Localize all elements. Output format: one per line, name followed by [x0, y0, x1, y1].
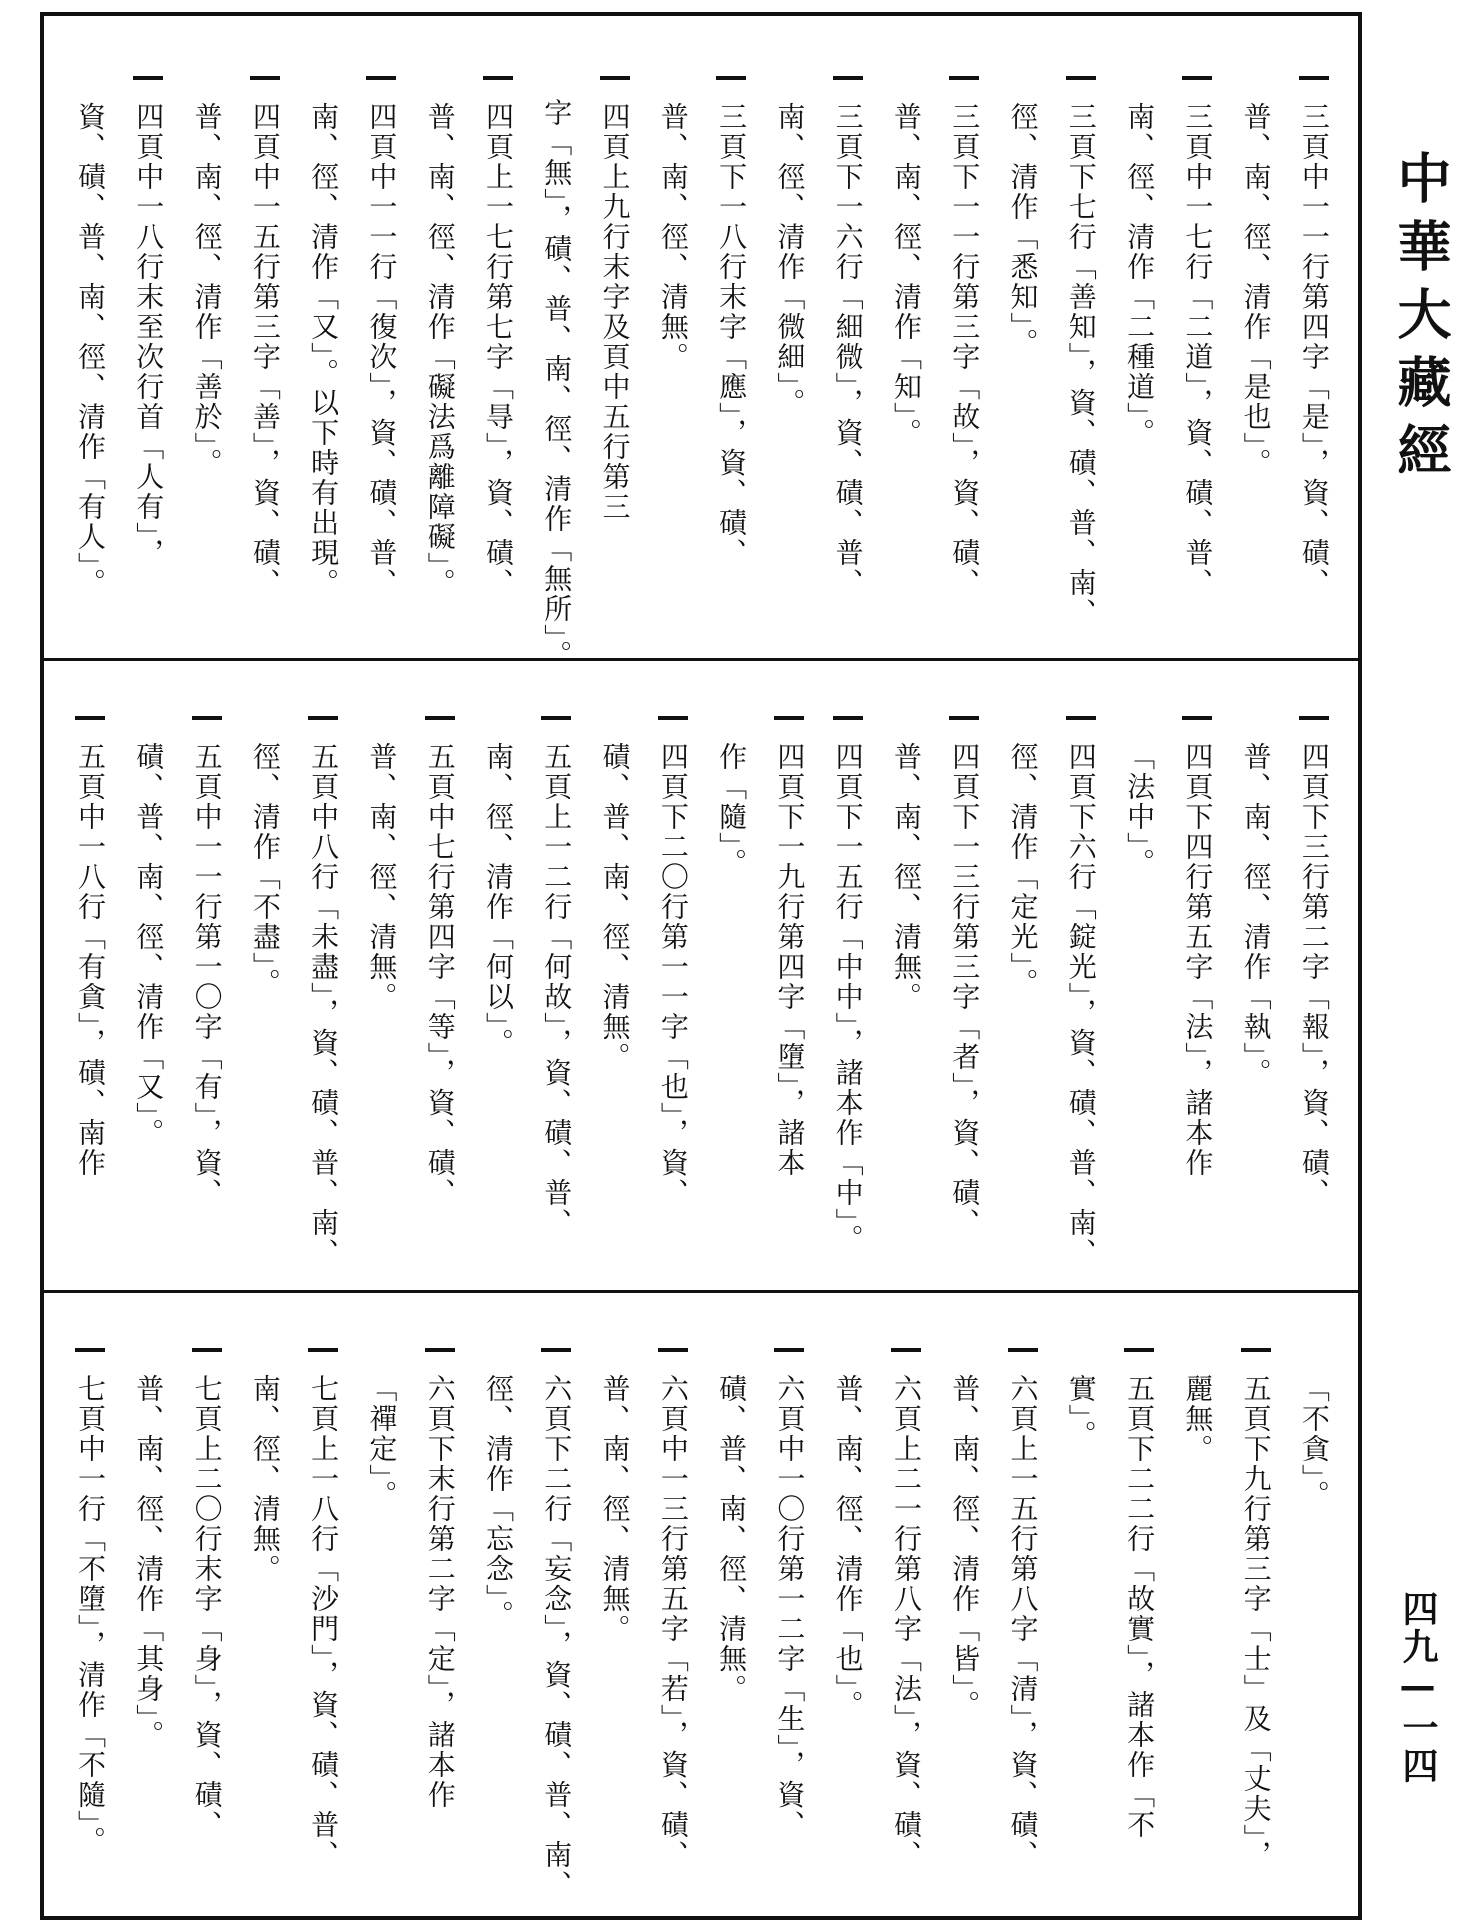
column-text: 六頁上一五行第八字「清」，資、磧、	[1006, 1374, 1040, 1870]
column-text: 實」。	[1064, 1374, 1098, 1450]
section-3	[64, 1312, 1340, 1904]
entry-marker	[1182, 76, 1212, 80]
section-1	[64, 40, 1340, 670]
text-column	[1288, 40, 1340, 640]
text-column	[763, 1312, 815, 1904]
text-column	[239, 680, 291, 1280]
column-text: 四頁下六行「錠光」，資、磧、普、南、	[1064, 742, 1098, 1268]
column-text: 「不貪」。	[1297, 1374, 1331, 1510]
column-text: 五頁上一二行「何故」，資、磧、普、	[540, 742, 574, 1238]
column-text: 四頁下一五行「中中」，諸本作「中」。	[831, 742, 865, 1254]
column-text: 七頁上二〇行末字「身」，資、磧、	[190, 1374, 224, 1840]
column-text: 五頁中八行「未盡」，資、磧、普、南、	[307, 742, 341, 1268]
text-column	[880, 680, 932, 1280]
column-text: 三頁下一六行「細微」，資、磧、普、	[831, 102, 865, 598]
entry-marker	[774, 1348, 804, 1352]
text-column	[414, 40, 466, 640]
text-column	[647, 680, 699, 1280]
entry-marker	[192, 76, 222, 80]
column-text: 三頁中一七行「二道」，資、磧、普、	[1181, 102, 1215, 598]
column-text: 磧、普、南、徑、清作「又」。	[132, 742, 166, 1148]
entry-marker	[716, 76, 746, 80]
text-column	[122, 40, 174, 640]
text-column	[1113, 680, 1165, 1280]
entry-marker	[133, 76, 163, 80]
entry-marker	[1299, 1348, 1329, 1352]
entry-marker	[1182, 1348, 1212, 1352]
entry-marker	[1241, 1348, 1271, 1352]
column-text: 徑、清作「不盡」。	[248, 742, 282, 998]
text-column	[414, 680, 466, 1280]
column-text: 三頁下七行「善知」，資、磧、普、南、	[1064, 102, 1098, 628]
text-column	[589, 1312, 641, 1904]
entry-marker	[1008, 76, 1038, 80]
entry-marker	[1124, 1348, 1154, 1352]
text-column	[1230, 680, 1282, 1280]
entry-marker	[425, 1348, 455, 1352]
column-text: 普、南、徑、清作「執」。	[1239, 742, 1273, 1088]
column-text: 五頁下九行第三字「士」及「丈夫」，	[1239, 1374, 1273, 1870]
text-column	[181, 680, 233, 1280]
column-text: 南、徑、清作「又」。以下時有出現。	[307, 102, 341, 598]
entry-marker	[192, 716, 222, 720]
column-text: 三頁下一八行末字「應」，資、磧、	[715, 102, 749, 568]
section-divider	[40, 658, 1362, 661]
entry-marker	[833, 716, 863, 720]
column-text: 「法中」。	[1123, 742, 1157, 878]
entry-marker	[308, 716, 338, 720]
entry-marker	[1241, 716, 1271, 720]
entry-marker	[425, 76, 455, 80]
entry-marker	[308, 1348, 338, 1352]
column-text: 普、南、徑、清作「礙法爲離障礙」。	[423, 102, 457, 598]
text-column	[589, 40, 641, 640]
column-text: 四頁中一八行末至次行首「人有」，	[132, 102, 166, 568]
column-text: 普、南、徑、清無。	[598, 1374, 632, 1644]
column-text: 五頁下二二行「故實」，諸本作「不	[1123, 1374, 1157, 1840]
column-text: 南、徑、清無。	[248, 1374, 282, 1584]
entry-marker	[483, 76, 513, 80]
column-text: 作「隨」。	[715, 742, 749, 878]
text-column	[938, 40, 990, 640]
column-text: 麗無。	[1181, 1374, 1215, 1464]
text-column	[880, 40, 932, 640]
entry-marker	[774, 716, 804, 720]
text-column	[472, 680, 524, 1280]
text-column	[181, 1312, 233, 1904]
entry-marker	[891, 76, 921, 80]
column-text: 南、徑、清作「何以」。	[481, 742, 515, 1058]
column-text: 四頁中一五行第三字「善」，資、磧、	[248, 102, 282, 598]
entry-marker	[541, 716, 571, 720]
text-column	[705, 680, 757, 1280]
text-column	[297, 1312, 349, 1904]
column-text: 六頁上二一行第八字「法」，資、磧、	[889, 1374, 923, 1870]
text-column	[355, 40, 407, 640]
entry-marker	[600, 1348, 630, 1352]
section-2	[64, 680, 1340, 1280]
text-column	[472, 40, 524, 640]
column-text: 五頁中七行第四字「等」，資、磧、	[423, 742, 457, 1208]
entry-marker	[1124, 76, 1154, 80]
entry-marker	[75, 76, 105, 80]
text-column	[472, 1312, 524, 1904]
column-text: 徑、清作「定光」。	[1006, 742, 1040, 998]
text-column	[1055, 1312, 1107, 1904]
text-column	[763, 680, 815, 1280]
entry-marker	[949, 1348, 979, 1352]
column-text: 四頁下一三行第三字「者」，資、磧、	[948, 742, 982, 1238]
entry-marker	[133, 716, 163, 720]
column-text: 徑、清作「悉知」。	[1006, 102, 1040, 358]
text-column	[997, 680, 1049, 1280]
column-text: 四頁下三行第二字「報」，資、磧、	[1297, 742, 1331, 1208]
entry-marker	[1124, 716, 1154, 720]
text-column	[822, 1312, 874, 1904]
column-text: 六頁下二行「妄念」，資、磧、普、南、	[540, 1374, 574, 1900]
entry-marker	[658, 1348, 688, 1352]
text-column	[297, 680, 349, 1280]
text-column	[1055, 40, 1107, 640]
entry-marker	[75, 716, 105, 720]
column-text: 三頁下一一行第三字「故」，資、磧、	[948, 102, 982, 598]
text-column	[239, 1312, 291, 1904]
text-column	[355, 1312, 407, 1904]
column-text: 四頁上一七行第七字「㝵」，資、磧、	[481, 102, 515, 598]
column-text: 四頁下二〇行第一一字「也」，資、	[656, 742, 690, 1208]
text-column	[530, 680, 582, 1280]
entry-marker	[1066, 76, 1096, 80]
text-column	[1113, 1312, 1165, 1904]
text-column	[997, 1312, 1049, 1904]
text-column	[1288, 680, 1340, 1280]
entry-marker	[366, 716, 396, 720]
text-column	[355, 680, 407, 1280]
text-column	[1171, 680, 1223, 1280]
entry-marker	[658, 76, 688, 80]
column-text: 徑、清作「忘念」。	[481, 1374, 515, 1630]
entry-marker	[541, 1348, 571, 1352]
entry-marker	[192, 1348, 222, 1352]
text-column	[530, 40, 582, 670]
text-column	[64, 40, 116, 640]
column-text: 六頁下末行第二字「定」，諸本作	[423, 1374, 457, 1810]
column-text: 六頁中一三行第五字「若」，資、磧、	[656, 1374, 690, 1870]
text-column	[705, 40, 757, 640]
entry-marker	[483, 716, 513, 720]
entry-marker	[1008, 716, 1038, 720]
text-column	[647, 1312, 699, 1904]
column-text: 普、南、徑、清無。	[656, 102, 690, 372]
entry-marker	[366, 76, 396, 80]
entry-marker	[1066, 1348, 1096, 1352]
text-column	[297, 40, 349, 640]
entry-marker	[1299, 716, 1329, 720]
text-column	[1230, 40, 1282, 640]
column-text: 四頁下一九行第四字「墮」，諸本	[773, 742, 807, 1178]
entry-marker	[716, 1348, 746, 1352]
column-text: 普、南、徑、清作「皆」。	[948, 1374, 982, 1720]
entry-marker	[250, 76, 280, 80]
text-column	[647, 40, 699, 640]
entry-marker	[1241, 76, 1271, 80]
column-text: 普、南、徑、清作「善於」。	[190, 102, 224, 478]
entry-marker	[949, 76, 979, 80]
book-title: 中華大藏經	[1389, 150, 1452, 490]
entry-marker	[600, 76, 630, 80]
text-column	[938, 680, 990, 1280]
column-text: 「禪定」。	[365, 1374, 399, 1510]
entry-marker	[1299, 76, 1329, 80]
text-column	[1171, 40, 1223, 640]
entry-marker	[250, 716, 280, 720]
column-text: 四頁下四行第五字「法」，諸本作	[1181, 742, 1215, 1178]
column-text: 五頁中一一行第一〇字「有」，資、	[190, 742, 224, 1208]
text-column	[414, 1312, 466, 1904]
column-text: 普、南、徑、清無。	[365, 742, 399, 1012]
column-text: 南、徑、清作「微細」。	[773, 102, 807, 418]
page-number: 四九—一四	[1397, 1590, 1438, 1785]
column-text: 普、南、徑、清作「知」。	[889, 102, 923, 448]
column-text: 普、南、徑、清作「也」。	[831, 1374, 865, 1720]
text-column	[1113, 40, 1165, 640]
text-column	[1288, 1312, 1340, 1904]
text-column	[530, 1312, 582, 1904]
entry-marker	[833, 1348, 863, 1352]
entry-marker	[949, 716, 979, 720]
entry-marker	[425, 716, 455, 720]
entry-marker	[891, 1348, 921, 1352]
text-column	[64, 680, 116, 1280]
column-text: 磧、普、南、徑、清無。	[715, 1374, 749, 1704]
text-column	[122, 1312, 174, 1904]
column-text: 五頁中一八行「有貪」，磧、南作	[74, 742, 107, 1178]
section-divider	[40, 1290, 1362, 1293]
column-text: 七頁上一八行「沙門」，資、磧、普、	[307, 1374, 341, 1870]
column-text: 四頁中一一行「復次」，資、磧、普、	[365, 102, 399, 598]
text-column	[1171, 1312, 1223, 1904]
column-text: 四頁上九行末字及頁中五行第三	[598, 102, 632, 522]
text-column	[938, 1312, 990, 1904]
text-column	[822, 680, 874, 1280]
entry-marker	[366, 1348, 396, 1352]
text-column	[705, 1312, 757, 1904]
column-text: 普、南、徑、清作「是也」。	[1239, 102, 1273, 478]
column-text: 普、南、徑、清作「其身」。	[132, 1374, 166, 1750]
entry-marker	[1066, 716, 1096, 720]
column-text: 三頁中一一行第四字「是」，資、磧、	[1297, 102, 1331, 598]
text-column	[122, 680, 174, 1280]
column-text: 南、徑、清作「二種道」。	[1123, 102, 1157, 448]
text-column	[822, 40, 874, 640]
column-text: 資、磧、普、南、徑、清作「有人」。	[74, 102, 107, 598]
entry-marker	[1008, 1348, 1038, 1352]
text-column	[64, 1312, 116, 1904]
column-text: 字「無」，磧、普、南、徑、清作「無所」。	[540, 98, 574, 670]
text-column	[880, 1312, 932, 1904]
text-column	[763, 40, 815, 640]
entry-marker	[658, 716, 688, 720]
entry-marker	[600, 716, 630, 720]
column-text: 磧、普、南、徑、清無。	[598, 742, 632, 1072]
entry-marker	[133, 1348, 163, 1352]
text-column	[1055, 680, 1107, 1280]
text-column	[589, 680, 641, 1280]
text-column	[181, 40, 233, 640]
text-column	[1230, 1312, 1282, 1904]
entry-marker	[774, 76, 804, 80]
entry-marker	[891, 716, 921, 720]
entry-marker	[483, 1348, 513, 1352]
entry-marker	[250, 1348, 280, 1352]
entry-marker	[1182, 716, 1212, 720]
column-text: 六頁中一〇行第一二字「生」，資、	[773, 1374, 807, 1840]
text-column	[997, 40, 1049, 640]
column-text: 七頁中一行「不墮」，清作「不隨」。	[74, 1374, 107, 1856]
entry-marker	[75, 1348, 105, 1352]
column-text: 普、南、徑、清無。	[889, 742, 923, 1012]
entry-marker	[308, 76, 338, 80]
text-column	[239, 40, 291, 640]
entry-marker	[833, 76, 863, 80]
entry-marker	[716, 716, 746, 720]
